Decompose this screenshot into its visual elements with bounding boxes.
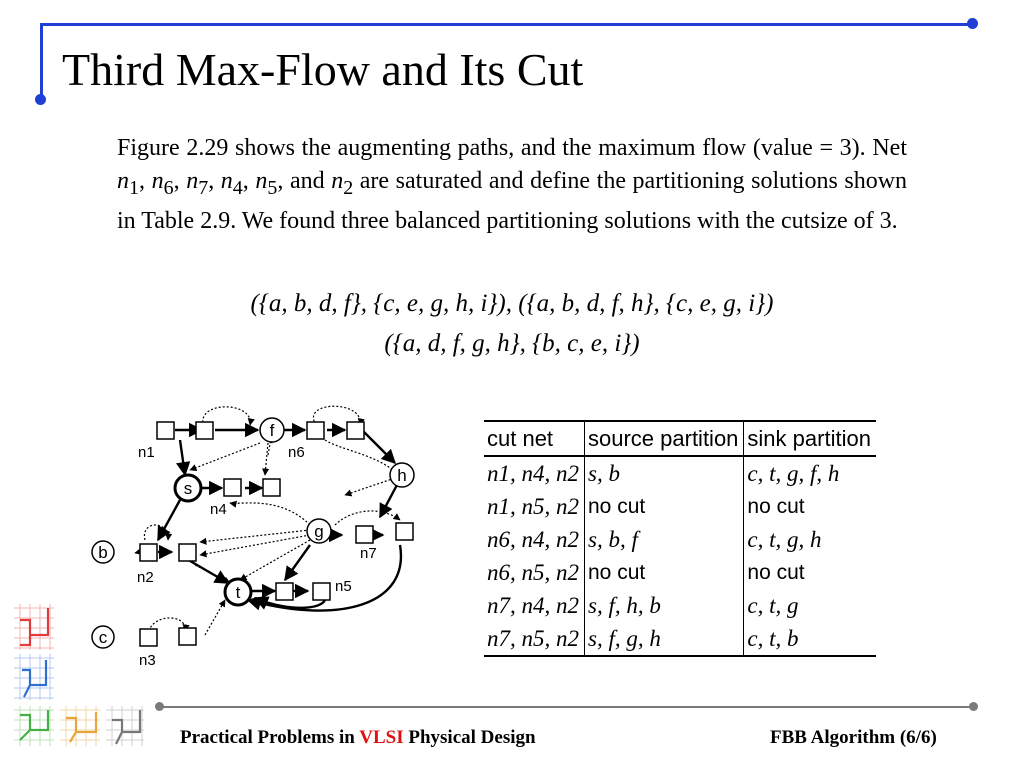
net-label-n7: n7 xyxy=(360,545,377,562)
table-row xyxy=(484,589,876,622)
node-c-label: c xyxy=(98,628,108,647)
title-frame-left-line xyxy=(40,23,43,99)
net-n5-subscript: 5 xyxy=(267,176,278,199)
net-n1: n xyxy=(117,168,129,194)
node-b-label: b xyxy=(98,543,108,562)
footer-divider xyxy=(160,706,974,708)
cell-source: no cut xyxy=(585,556,744,589)
net-n7: n xyxy=(186,168,199,194)
slide-title: Third Max-Flow and Its Cut xyxy=(62,44,584,95)
net-n6-subscript: 6 xyxy=(163,176,174,199)
footer-course-title xyxy=(180,727,536,749)
cut-table xyxy=(484,420,876,657)
frame-bottom-left-dot xyxy=(35,94,46,105)
table-header-row xyxy=(484,421,876,456)
header-cut-net: cut net xyxy=(484,421,585,456)
cell-cut-net: n6, n5, n2 xyxy=(487,560,579,585)
partition-formula-line-2: ({a, d, f, g, h}, {b, c, e, i}) xyxy=(384,330,640,357)
cell-cut-net: n1, n5, n2 xyxy=(487,494,579,519)
footer-text-b: Physical Design xyxy=(403,727,536,748)
cell-source: s, b xyxy=(585,456,744,490)
table-row xyxy=(484,490,876,523)
paragraph-text-1: Figure 2.29 shows the augmenting paths, and the maximum flow (value = 3). Net xyxy=(117,135,907,161)
cell-sink: c, t, b xyxy=(744,622,876,656)
separator: , xyxy=(242,168,256,194)
table-row xyxy=(484,523,876,556)
net-n2-subscript: 2 xyxy=(343,176,354,199)
cell-source: s, f, h, b xyxy=(585,589,744,622)
title-frame-top-line xyxy=(40,23,972,26)
net-label-n6: n6 xyxy=(288,444,305,461)
table-row xyxy=(484,556,876,589)
vlsi-routing-logo xyxy=(10,600,145,750)
table-row xyxy=(484,622,876,656)
net-label-n1: n1 xyxy=(138,444,155,461)
cell-sink: no cut xyxy=(744,556,876,589)
net-label-n3: n3 xyxy=(139,652,156,669)
header-sink-partition: sink partition xyxy=(744,421,876,456)
footer-right-dot xyxy=(969,702,978,711)
net-n6: n xyxy=(151,168,164,194)
net-n5: n xyxy=(255,168,268,194)
separator: , xyxy=(208,168,221,194)
cell-source: no cut xyxy=(585,490,744,523)
node-g-label: g xyxy=(314,522,324,541)
node-s-label: s xyxy=(183,479,193,498)
header-source-partition: source partition xyxy=(585,421,744,456)
cell-sink: c, t, g, h xyxy=(744,523,876,556)
node-f-label: f xyxy=(269,421,275,440)
separator: , xyxy=(173,168,187,194)
cell-cut-net: n1, n4, n2 xyxy=(487,461,579,486)
net-label-n2: n2 xyxy=(137,569,154,586)
separator: , xyxy=(139,168,152,194)
net-n4: n xyxy=(220,168,233,194)
net-n7-subscript: 7 xyxy=(198,176,209,199)
cell-cut-net: n6, n4, n2 xyxy=(487,527,579,552)
net-n2: n xyxy=(331,168,344,194)
frame-top-right-dot xyxy=(967,18,978,29)
cell-sink: c, t, g, f, h xyxy=(744,456,876,490)
net-n1-subscript: 1 xyxy=(129,176,139,199)
footer-left-dot xyxy=(155,702,164,711)
footer-slide-label: FBB Algorithm (6/6) xyxy=(770,727,937,748)
body-paragraph xyxy=(117,132,907,238)
net-label-n5: n5 xyxy=(335,578,352,595)
cell-sink: c, t, g xyxy=(744,589,876,622)
net-n4-subscript: 4 xyxy=(232,176,243,199)
footer-text-vlsi: VLSI xyxy=(359,727,404,748)
cell-source: s, b, f xyxy=(585,523,744,556)
footer-text-a: Practical Problems in xyxy=(180,727,360,748)
node-h-label: h xyxy=(397,466,407,485)
cell-cut-net: n7, n5, n2 xyxy=(484,622,585,656)
partition-formula-line-1: ({a, b, d, f}, {c, e, g, h, i}), ({a, b, d, f, h}, {c, e, g, i}) xyxy=(250,290,774,317)
cell-cut-net: n7, n4, n2 xyxy=(487,593,579,618)
paragraph-text-3: are saturated and define the partitioning solutions shown in Table 2.9. We found three balanced partitioning solutions with the cutsize of 3. xyxy=(117,168,908,234)
cell-sink: no cut xyxy=(744,490,876,523)
table-row xyxy=(484,456,876,490)
net-label-n4: n4 xyxy=(210,501,227,518)
node-t-label: t xyxy=(235,583,241,602)
cell-source: s, f, g, h xyxy=(585,622,744,656)
paragraph-text-2: , and xyxy=(277,168,332,194)
